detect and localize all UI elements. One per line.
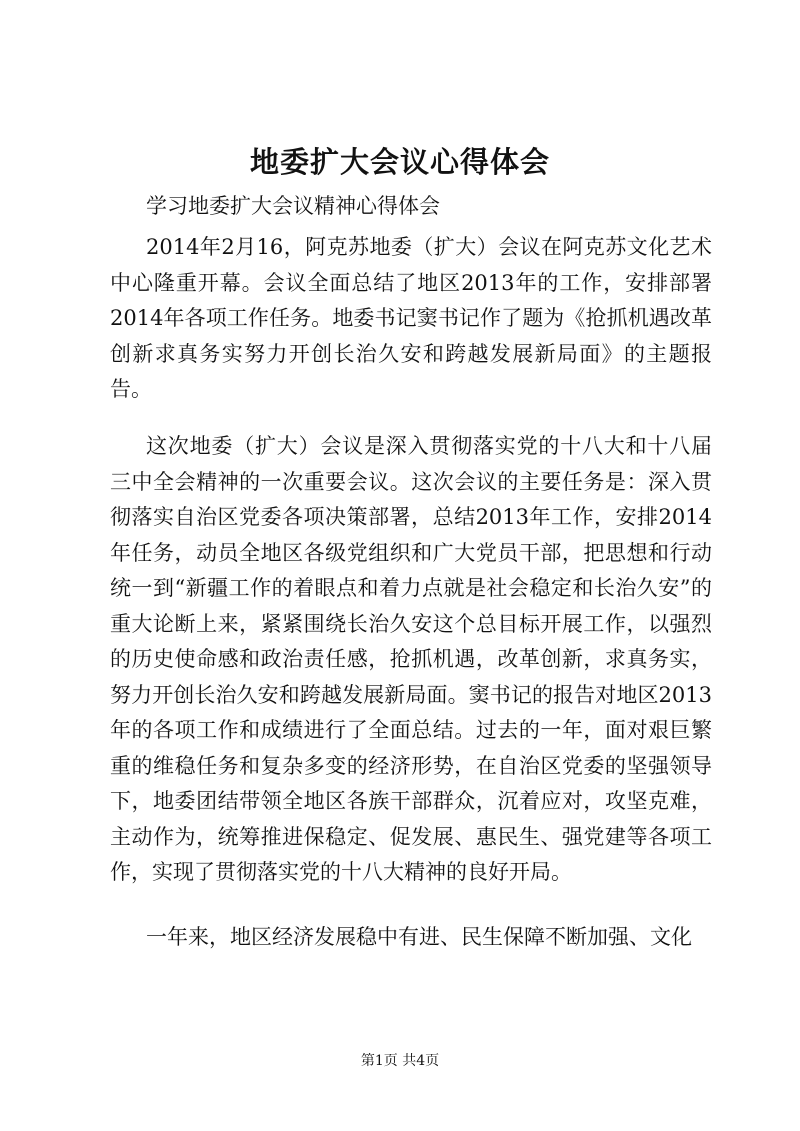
- paragraph-2: 这次地委（扩大）会议是深入贯彻落实党的十八大和十八届三中全会精神的一次重要会议。这次会议的主要任务是：深入贯彻落实自治区党委各项决策部署，总结2013年工作，安排2014年任务，动员全地区各级党组织和广大党员干部，把思想和行动统一到“新疆工作的着眼点和着力点就是社会稳定和长治久安”的重大论断上来，紧紧围绕长治久安这个总目标开展工作，以强烈的历史使命感和政治责任感，抢抓机遇，改革创新，求真务实，努力开创长治久安和跨越发展新局面。窦书记的报告对地区2013年的各项工作和成绩进行了全面总结。过去的一年，面对艰巨繁重的维稳任务和复杂多变的经济形势，在自治区党委的坚强领导下，地委团结带领全地区各族干部群众，沉着应对，攻坚克难，主动作为，统筹推进保稳定、促发展、惠民生、强党建等各项工作，实现了贯彻落实党的十八大精神的良好开局。: [110, 434, 712, 884]
- paragraph-1: 2014年2月16，阿克苏地委（扩大）会议在阿克苏文化艺术中心隆重开幕。会议全面总结了地区2013年的工作，安排部署2014年各项工作任务。地委书记窦书记作了题为《抢抓机遇改革创新求真务实努力开创长治久安和跨越发展新局面》的主题报告。: [110, 235, 712, 401]
- page-footer: 第1页 共4页: [360, 1053, 440, 1069]
- document-title: 地委扩大会议心得体会: [249, 145, 550, 179]
- document-subtitle: 学习地委扩大会议精神心得体会: [146, 194, 440, 218]
- paragraph-3: 一年来，地区经济发展稳中有进、民生保障不断加强、文化: [146, 925, 692, 949]
